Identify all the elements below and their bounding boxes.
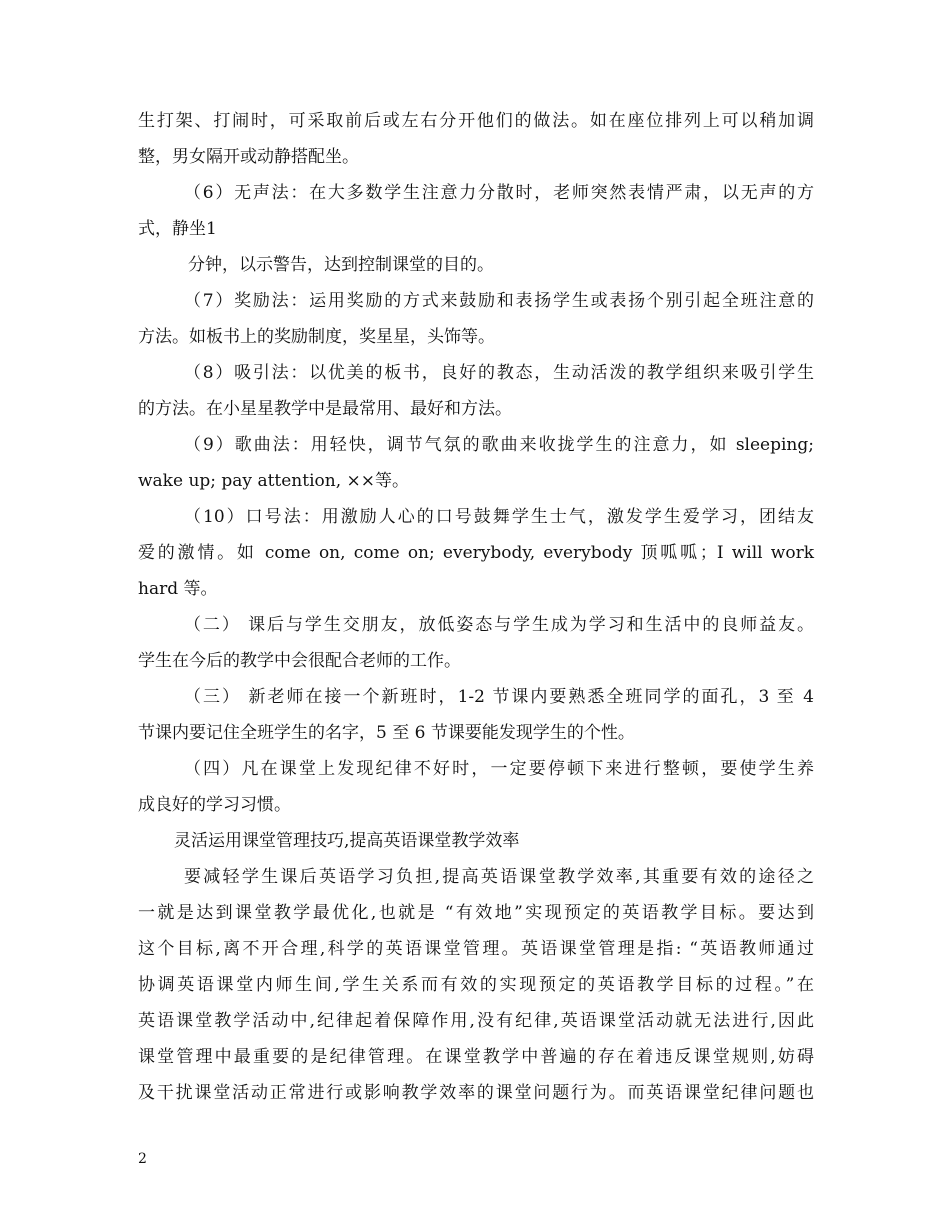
text-line: 学生在今后的教学中会很配合老师的工作。	[138, 651, 461, 671]
text-line: （7）奖励法：运用奖励的方式来鼓励和表扬学生或表扬个别引起全班注意的	[184, 291, 814, 311]
text-line: 这个目标,离不开合理,科学的英语课堂管理。英语课堂管理是指: “英语教师通过	[138, 939, 814, 959]
text-line: 课堂管理中最重要的是纪律管理。在课堂教学中普遍的存在着违反课堂规则,妨碍	[138, 1047, 814, 1067]
text-line: 式，静坐1	[138, 219, 217, 239]
text-line: 节课内要记住全班学生的名字，5 至 6 节课要能发现学生的个性。	[138, 723, 635, 743]
text-line: hard 等。	[138, 579, 218, 599]
text-line: 整，男女隔开或动静搭配坐。	[138, 147, 359, 167]
page-number: 2	[138, 1151, 147, 1167]
text-line: 一就是达到课堂教学最优化,也就是 “有效地”实现预定的英语教学目标。要达到	[138, 903, 814, 923]
text-line: （三） 新老师在接一个新班时，1-2 节课内要熟悉全班同学的面孔，3 至 4	[184, 687, 814, 707]
text-line: wake up; pay attention, ××等。	[138, 471, 409, 491]
text-line: 方法。如板书上的奖励制度，奖星星，头饰等。	[138, 327, 495, 347]
text-line: 成良好的学习习惯。	[138, 795, 291, 815]
text-line: （8）吸引法：以优美的板书，良好的教态，生动活泼的教学组织来吸引学生	[184, 363, 814, 383]
text-line: 的方法。在小星星教学中是最常用、最好和方法。	[138, 399, 512, 419]
text-line: （四）凡在课堂上发现纪律不好时，一定要停顿下来进行整顿，要使学生养	[184, 759, 814, 779]
text-line: 及干扰课堂活动正常进行或影响教学效率的课堂问题行为。而英语课堂纪律问题也	[138, 1083, 814, 1103]
text-line: （10）口号法：用激励人心的口号鼓舞学生士气，激发学生爱学习，团结友	[184, 507, 814, 527]
text-line: 要减轻学生课后英语学习负担,提高英语课堂教学效率,其重要有效的途径之	[184, 867, 814, 887]
text-line: 生打架、打闹时，可采取前后或左右分开他们的做法。如在座位排列上可以稍加调	[138, 111, 814, 131]
text-line: 协调英语课堂内师生间,学生关系而有效的实现预定的英语教学目标的过程。”在	[138, 975, 814, 995]
text-line: （9）歌曲法：用轻快，调节气氛的歌曲来收拢学生的注意力，如 sleeping;	[184, 435, 814, 455]
text-line: 灵活运用课堂管理技巧,提高英语课堂教学效率	[174, 831, 520, 851]
text-line: （二） 课后与学生交朋友，放低姿态与学生成为学习和生活中的良师益友。	[184, 615, 814, 635]
text-line: 英语课堂教学活动中,纪律起着保障作用,没有纪律,英语课堂活动就无法进行,因此	[138, 1011, 814, 1031]
text-line: （6）无声法：在大多数学生注意力分散时，老师突然表情严肃，以无声的方	[184, 183, 814, 203]
text-line: 分钟，以示警告，达到控制课堂的目的。	[188, 255, 494, 275]
text-line: 爱的激情。如 come on, come on; everybody, everybody 顶呱呱；I will work	[138, 543, 814, 563]
